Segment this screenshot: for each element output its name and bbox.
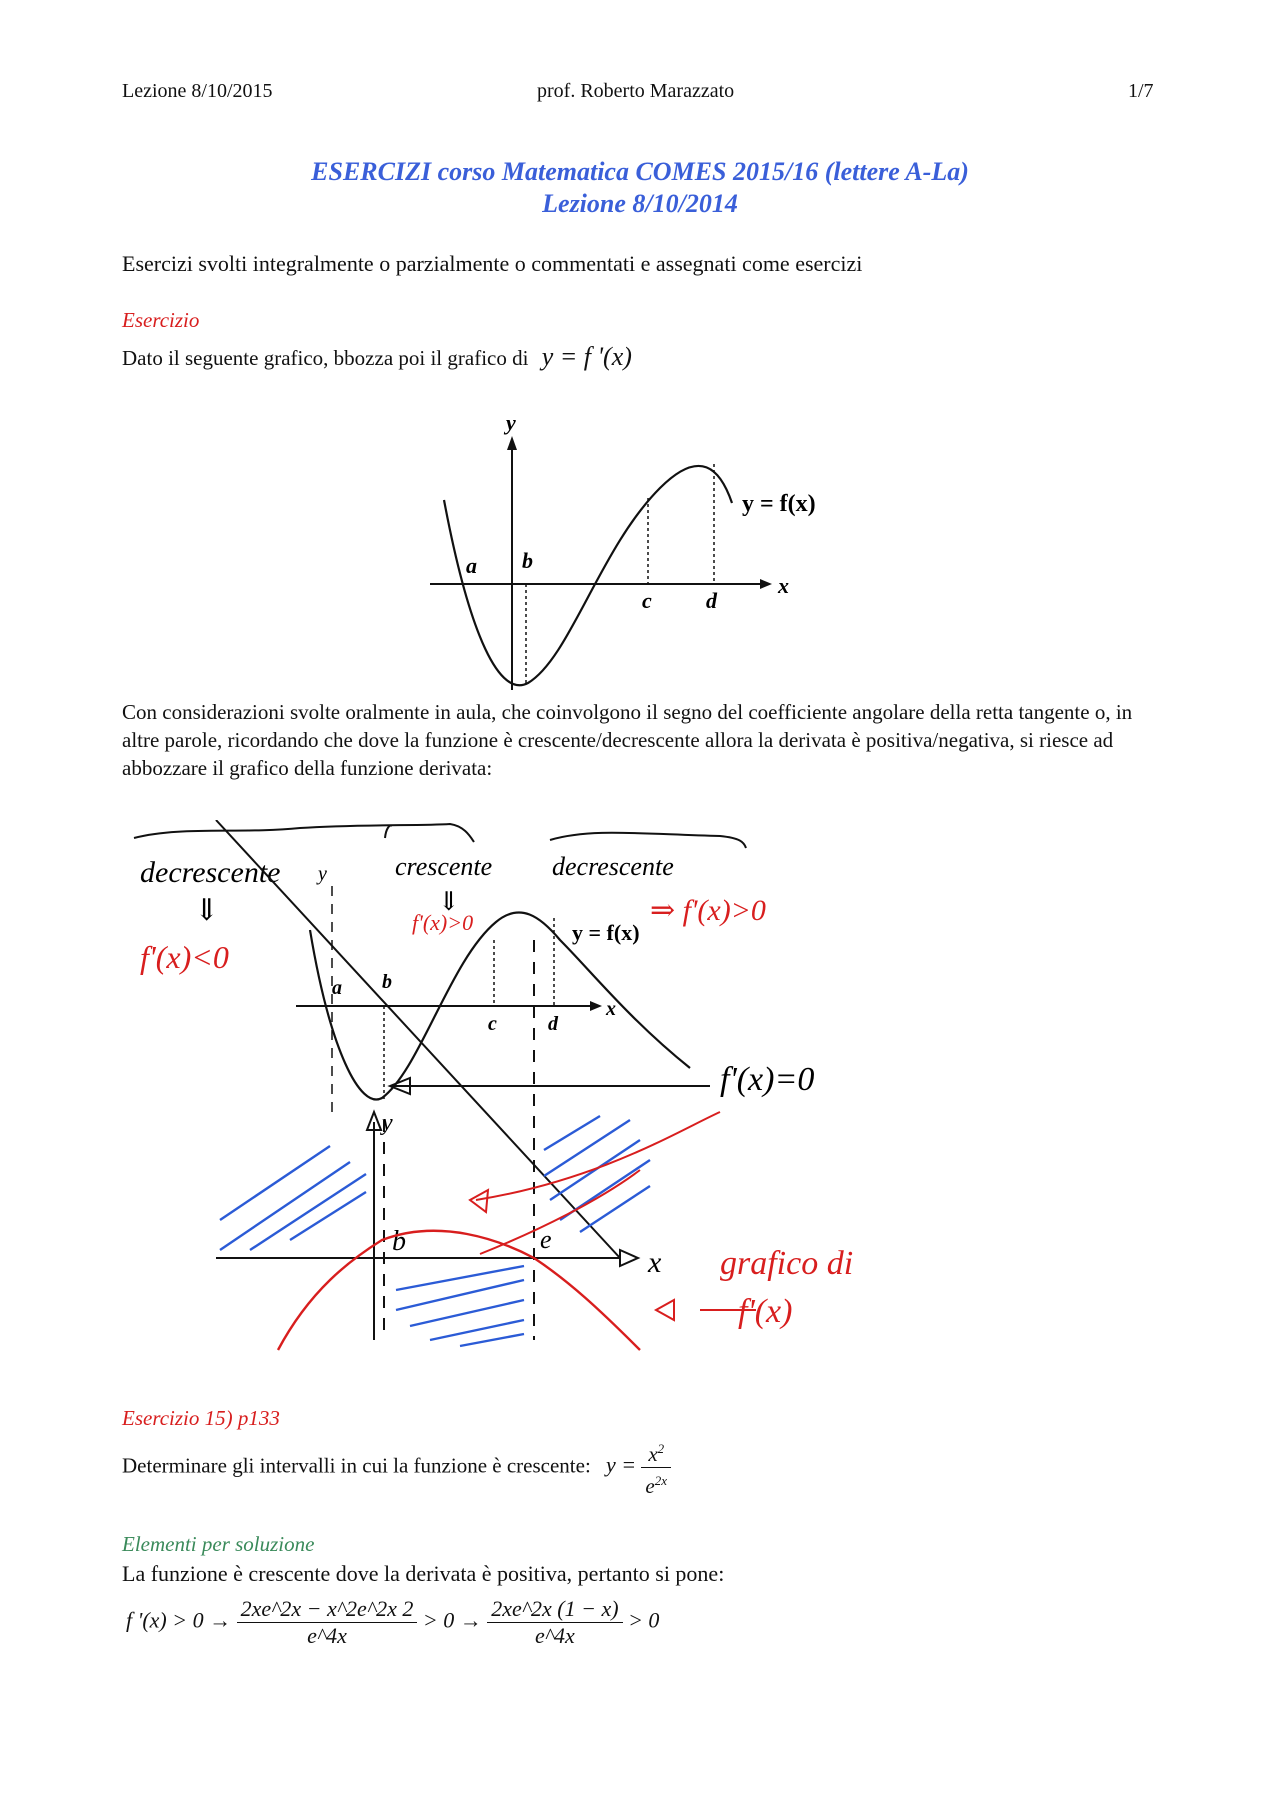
y-axis-label: y: [506, 410, 516, 435]
hatch-left: [220, 1146, 366, 1250]
header-page-number: 1/7: [1128, 80, 1154, 102]
exercise2-prompt: [122, 1436, 671, 1499]
solution-formula: [126, 1596, 659, 1649]
lower-x-arrow: [620, 1250, 638, 1266]
exercise1-prompt: [122, 342, 632, 372]
exercise2-prompt-text: Determinare gli intervalli in cui la funzione è crescente:: [122, 1453, 591, 1478]
upper-x-arrow: [590, 1001, 602, 1011]
point-b-label: b: [522, 548, 533, 573]
explanation-text: Con considerazioni svolte oralmente in aula, che coinvolgono il segno del coefficiente angolare della retta tangente o, in altre parole, ricordando che dove la funzione è crescente/decrescente allora la derivata è positiva/negativa, si riesce ad abbozzare il grafico della funzione derivata:: [122, 700, 1133, 780]
red-arrow-bottom-head: [656, 1300, 674, 1320]
hatch-middle: [396, 1266, 524, 1346]
exercise2-den-exp: 2x: [654, 1473, 668, 1488]
lower-y-label: y: [382, 1110, 393, 1136]
upper-y-label: y: [318, 863, 327, 885]
lower-b-label: b: [392, 1226, 406, 1257]
solution-frac1-num: 2xe^2x − x^2e^2x 2: [237, 1596, 418, 1623]
function-graph: [420, 408, 860, 698]
upper-x-label: x: [606, 998, 616, 1020]
lower-e-label: e: [540, 1225, 552, 1254]
brace-mark: [385, 826, 392, 839]
label-decrescente-left: decrescente: [140, 856, 281, 889]
solution-mid: > 0 →: [422, 1607, 482, 1633]
derivative-sketch: [120, 820, 1080, 1380]
upper-curve-label: y = f(x): [572, 920, 640, 945]
point-a-label: a: [466, 553, 477, 578]
label-f-prime-graph: f'(x): [738, 1293, 793, 1330]
lower-x-label: x: [648, 1246, 662, 1279]
solution-label: Elementi per soluzione: [122, 1532, 315, 1556]
exercise2-y-eq: y =: [606, 1452, 637, 1478]
solution-rhs: > 0: [628, 1607, 660, 1633]
upper-point-b: b: [382, 971, 392, 993]
red-arrow-top-head: [470, 1190, 488, 1212]
exercise2-fraction: [641, 1436, 671, 1499]
label-decrescente-right: decrescente: [552, 852, 674, 881]
upper-point-c: c: [488, 1013, 497, 1035]
intro-text: Esercizi svolti integralmente o parzialmente o commentati e assegnati come esercizi: [122, 251, 863, 276]
y-axis-arrow: [507, 436, 517, 450]
exercise2-label: Esercizio 15) p133: [122, 1406, 280, 1430]
solution-frac1-den: e^4x: [307, 1623, 347, 1648]
exercise1-formula: y = f '(x): [541, 342, 632, 371]
arrow-down-mid: ⇓: [438, 887, 460, 916]
page-subtitle: Lezione 8/10/2014: [542, 189, 738, 218]
page-title: ESERCIZI corso Matematica COMES 2015/16 (lettere A-La): [311, 157, 969, 186]
solution-frac2-den: e^4x: [535, 1623, 575, 1648]
label-grafico-di: grafico di: [720, 1245, 854, 1282]
function-curve: [444, 466, 732, 685]
brace-right: [550, 833, 746, 848]
solution-fraction-2: [487, 1596, 622, 1649]
upper-point-a: a: [332, 977, 342, 999]
exercise2-num-exp: 2: [657, 1441, 665, 1456]
solution-fraction-1: [237, 1596, 418, 1649]
solution-frac2-num: 2xe^2x (1 − x): [487, 1596, 622, 1623]
x-axis-arrow: [760, 579, 772, 589]
derivative-curve: [278, 1231, 640, 1350]
upper-point-d: d: [548, 1013, 558, 1035]
label-f-prime-positive: f'(x)>0: [412, 910, 474, 935]
header-author: prof. Roberto Marazzato: [537, 80, 735, 102]
exercise2-den: e: [645, 1474, 655, 1498]
curve-label: y = f(x): [742, 491, 816, 517]
brace-left: [134, 824, 474, 842]
arrow-down-left: ⇓: [194, 894, 220, 927]
exercise1-prompt-text: Dato il seguente grafico, bbozza poi il grafico di: [122, 346, 529, 370]
solution-lhs: f '(x) > 0 →: [126, 1607, 232, 1633]
x-axis-label: x: [778, 573, 789, 598]
label-f-prime-negative: f'(x)<0: [140, 939, 229, 975]
label-crescente: crescente: [395, 852, 493, 881]
exercise2-num: x: [648, 1442, 658, 1466]
header-lesson: Lezione 8/10/2015: [122, 80, 273, 102]
label-f-prime-positive-right: ⇒ f'(x)>0: [650, 894, 766, 927]
exercise1-label: Esercizio: [122, 308, 200, 332]
point-c-label: c: [642, 588, 652, 613]
solution-text: La funzione è crescente dove la derivata è positiva, pertanto si pone:: [122, 1561, 725, 1586]
point-d-label: d: [706, 588, 717, 613]
red-arrow-top: [476, 1112, 720, 1200]
label-f-prime-zero: f'(x)=0: [720, 1061, 815, 1098]
